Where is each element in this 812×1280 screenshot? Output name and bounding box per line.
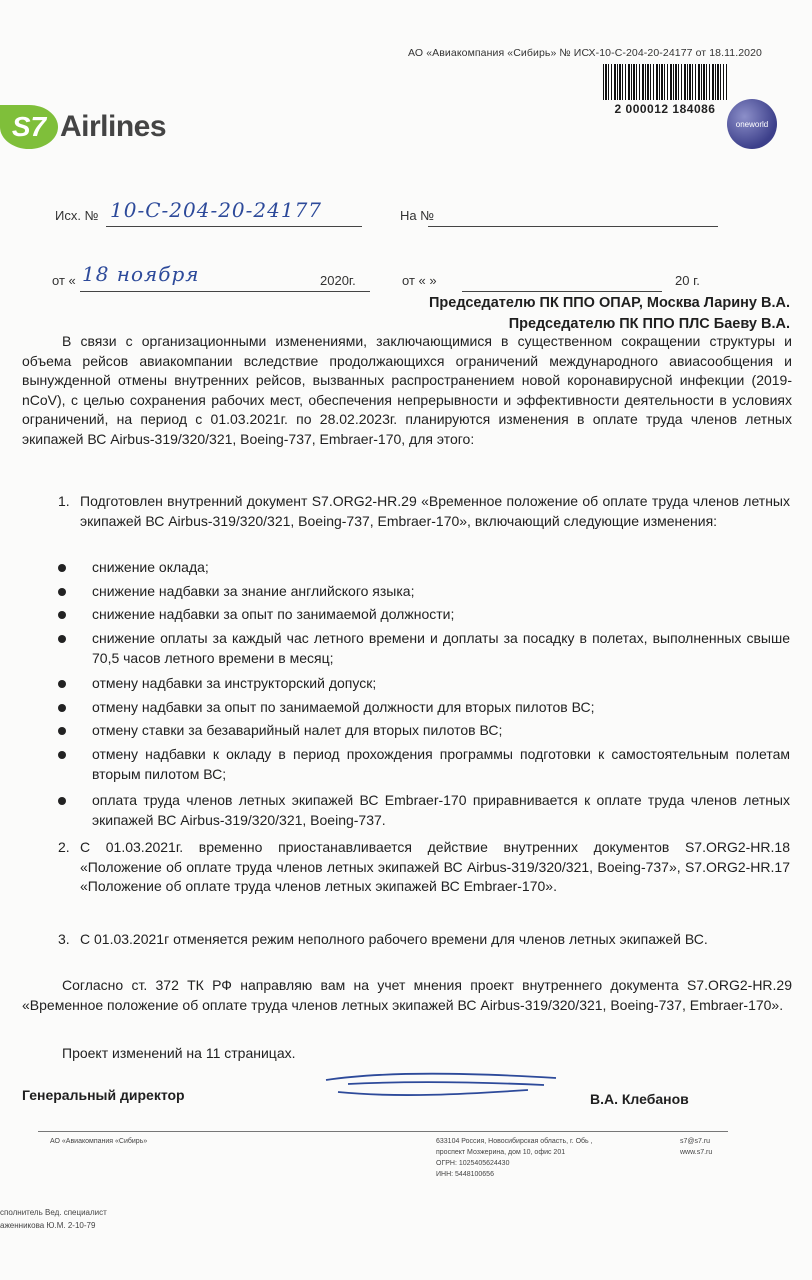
reply-date-underline	[462, 291, 662, 292]
bullet-dot	[58, 588, 66, 596]
addressee-2: Председателю ПК ППО ПЛС Баеву В.А.	[508, 316, 790, 332]
outgoing-number-handwritten: 10-С-204-20-24177	[110, 198, 323, 222]
date-year: 2020г.	[320, 273, 356, 288]
bullet-item	[58, 698, 790, 718]
footer-website: www.s7.ru	[680, 1149, 713, 1156]
s7-logo-mark: S7	[0, 105, 58, 149]
bullet-text: снижение оклада;	[92, 559, 209, 575]
barcode-number: 2 000012 184086	[603, 102, 727, 116]
footer-inn: ИНН: 5448100656	[436, 1171, 494, 1178]
bullet-dot	[58, 680, 66, 688]
bullet-item	[58, 745, 790, 784]
bullet-dot	[58, 635, 66, 643]
registration-line: АО «Авиакомпания «Сибирь» № ИСХ-10-С-204-20-24177 от 18.11.2020	[408, 47, 762, 59]
footer-divider	[38, 1131, 728, 1132]
list-item-2-number: 2.	[58, 839, 70, 855]
footer-company: АО «Авиакомпания «Сибирь»	[50, 1138, 148, 1145]
addressees	[429, 293, 790, 335]
bullet-item	[58, 558, 790, 578]
bullet-dot	[58, 564, 66, 572]
footer-email: s7@s7.ru	[680, 1138, 711, 1145]
outgoing-number-underline	[106, 226, 362, 227]
footer-address-line: проспект Мозжерина, дом 10, офис 201	[436, 1149, 566, 1156]
closing-paragraph: Согласно ст. 372 ТК РФ направляю вам на учет мнения проект внутреннего документа S7.ORG2-HR.29 «Временное положение об оплате труда членов летных экипажей ВС Airbus-319/320/321, Boeing-737, Embraer-170».	[22, 977, 792, 1013]
list-item-1-text: Подготовлен внутренний документ S7.ORG2-HR.29 «Временное положение об оплате труда членов летных экипажей ВС Airbus-319/320/321, Boeing-737, Embraer-170», включающий следующие изменения:	[80, 493, 790, 529]
bullet-dot	[58, 611, 66, 619]
reply-date-label: от « »	[402, 273, 437, 288]
pages-note: Проект изменений на 11 страницах.	[62, 1045, 296, 1061]
outgoing-number-label: Исх. №	[55, 208, 99, 223]
footer-address-line: 633104 Россия, Новосибирская область, г. Обь ,	[436, 1138, 593, 1145]
handwritten-signature	[318, 1068, 568, 1108]
reply-number-underline	[428, 226, 718, 227]
footer-address	[436, 1136, 593, 1180]
bullet-dot	[58, 704, 66, 712]
signatory-name: В.А. Клебанов	[590, 1091, 689, 1107]
list-item-1	[58, 492, 790, 531]
executor-line: сполнитель Вед. специалист	[0, 1208, 107, 1217]
list-item-3	[58, 930, 790, 950]
bullet-item	[58, 582, 790, 602]
intro-paragraph: В связи с организационными изменениями, заключающимися в существенном сокращении структуры и объема рейсов авиакомпании вследствие продолжающихся ограничений международного авиасообщения и вынужденной отмены внутренних рейсов, вызванных распространением новой коронавирусной инфекции (2019-nCoV), с целью сохранения рабочих мест, обеспечения непрерывности и эффективности деятельности в условиях ограничений, на период с 01.03.2021г. по 28.02.2023г. планируются изменения в оплате труда членов летных экипажей ВС Airbus-319/320/321, Boeing-737, Embraer-170, для этого:	[22, 333, 792, 447]
list-item-2	[58, 838, 790, 897]
list-item-2-text: С 01.03.2021г. временно приостанавливается действие внутренних документов S7.ORG2-HR.18 «Положение об оплате труда членов летных экипажей ВС Airbus-319/320/321, Boeing-737», S7.ORG2-HR.17 «Положение об оплате труда членов летных экипажей ВС Embraer-170».	[80, 839, 790, 895]
executor-line: аженникова Ю.М. 2-10-79	[0, 1221, 96, 1230]
bullet-text: отмену надбавки за инструкторский допуск;	[92, 675, 377, 691]
bullet-item	[58, 721, 790, 741]
bullet-text: снижение надбавки за знание английского языка;	[92, 583, 415, 599]
bullet-dot	[58, 751, 66, 759]
bullet-dot	[58, 727, 66, 735]
executor-info	[0, 1206, 107, 1232]
footer-ogrn: ОГРН: 1025405624430	[436, 1160, 510, 1167]
bullet-text: оплата труда членов летных экипажей ВС Embraer-170 приравнивается к оплате труда членов летных экипажей ВС Airbus-319/320/321, Boeing-737.	[92, 792, 790, 828]
bullet-item	[58, 629, 790, 668]
bullet-text: отмену ставки за безаварийный налет для вторых пилотов ВС;	[92, 722, 503, 738]
bullet-item	[58, 605, 790, 625]
list-item-3-number: 3.	[58, 931, 70, 947]
bullet-text: отмену надбавки за опыт по занимаемой должности для вторых пилотов ВС;	[92, 699, 595, 715]
bullet-text: отмену надбавки к окладу в период прохождения программы подготовки к самостоятельным полетам вторым пилотом ВС;	[92, 746, 790, 782]
addressee-1: Председателю ПК ППО ОПАР, Москва Ларину В.А.	[429, 295, 790, 311]
bullet-dot	[58, 797, 66, 805]
footer-contacts	[680, 1136, 712, 1158]
bullet-text: снижение оплаты за каждый час летного времени и доплаты за посадку в полетах, выполненных свыше 70,5 часов летного времени в месяц;	[92, 630, 790, 666]
signatory-title: Генеральный директор	[22, 1087, 185, 1103]
barcode	[603, 64, 727, 100]
s7-logo-text: Airlines	[60, 110, 167, 143]
date-underline	[80, 291, 370, 292]
list-item-3-text: С 01.03.2021г отменяется режим неполного рабочего времени для членов летных экипажей ВС.	[80, 931, 708, 947]
bullet-text: снижение надбавки за опыт по занимаемой должности;	[92, 606, 455, 622]
s7-logo	[0, 102, 166, 152]
bullet-item	[58, 791, 790, 830]
bullet-item	[58, 674, 790, 694]
reply-number-label: На №	[400, 208, 435, 223]
date-label: от «	[52, 273, 76, 288]
date-handwritten: 18 ноября	[82, 262, 200, 286]
reply-year-label: 20 г.	[675, 273, 700, 288]
list-item-1-number: 1.	[58, 493, 70, 509]
oneworld-logo: oneworld	[727, 99, 777, 149]
